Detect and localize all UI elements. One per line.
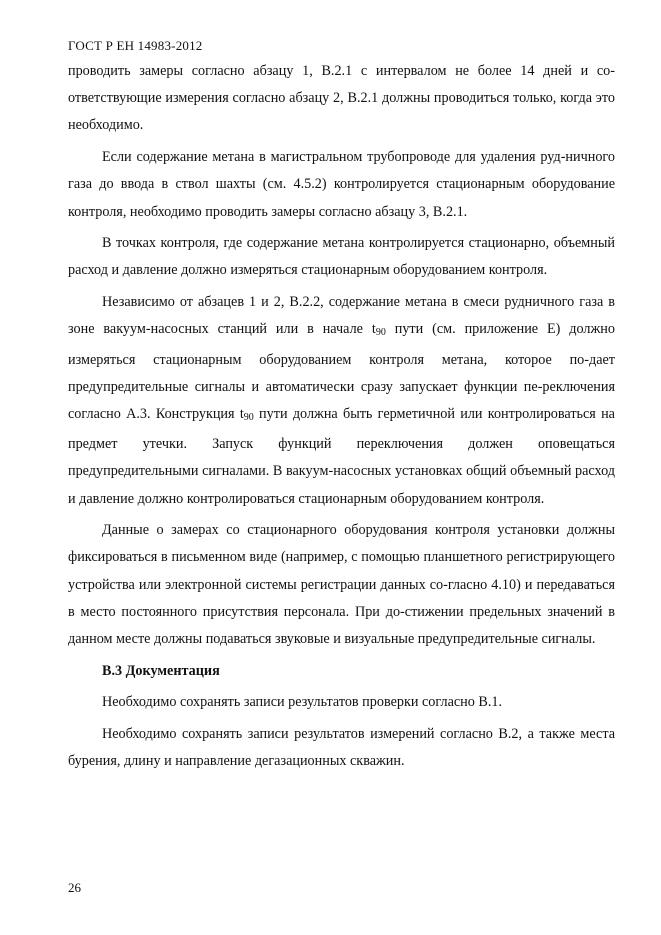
subscript-90: 90 <box>375 327 386 339</box>
section-heading: В.3 Документация <box>102 662 220 679</box>
subscript-90: 90 <box>243 411 254 423</box>
document-header: ГОСТ Р ЕН 14983-2012 <box>68 38 203 53</box>
paragraph-measurement-data: Данные о замерах со стационарного оборудования контроля установки должны фиксироваться в письменном виде (например, с помощью планшетного регистрирующего устройства или электронной системы регистрации данных со-гласно 4.10) и передаваться в место постоянного присутствия персонала. При до-стижении предельных значений в данном месте должны подаваться звуковые и визуальные предупредительные сигналы. <box>68 522 615 648</box>
paragraph-vacuum-pump-stations <box>68 289 615 513</box>
paragraph-continuation: проводить замеры согласно абзацу 1, В.2.1 с интервалом не более 14 дней и со-ответствующие измерения согласно абзацу 2, В.2.1 должны проводиться только, когда это необходимо. <box>68 63 615 134</box>
paragraph-inspection-records: Необходимо сохранять записи результатов проверки согласно В.1. <box>102 694 503 711</box>
paragraph-text-part: пути (см. приложение Е) должно измеряться стационарным оборудованием контроля метана, которое по-дает предупредительные сигналы и автоматически сразу запускает функции пе-реключения согласно А.3. Конструкция t <box>68 321 615 422</box>
paragraph-measurement-records: Необходимо сохранять записи результатов измерений согласно В.2, а также места бурения, длину и направление дегазационных скважин. <box>68 726 615 770</box>
paragraph-control-points: В точках контроля, где содержание метана контролируется стационарно, объемный расход и давление должно измеряться стационарным оборудованием контроля. <box>68 235 615 279</box>
paragraph-text-part: пути должна быть герметичной или контролироваться на предмет утечки. Запуск функций переключения должен оповещаться предупредительными сигналами. В вакуум-насосных установках общий объемный расход и давление должно контролироваться стационарным оборудованием контроля. <box>68 405 615 507</box>
paragraph-text-part: Независимо от абзацев 1 и 2, В.2.2, содержание метана в смеси рудничного газа в зоне вакуум-насосных станций или в начале t <box>68 294 615 338</box>
paragraph-methane-main-pipeline: Если содержание метана в магистральном трубопроводе для удаления руд-ничного газа до ввода в ствол шахты (см. 4.5.2) контролируется стационарным оборудование контроля, необходимо проводить замеры согласно абзацу 3, В.2.1. <box>68 149 615 220</box>
page-number: 26 <box>68 880 81 895</box>
document-body <box>68 58 615 780</box>
